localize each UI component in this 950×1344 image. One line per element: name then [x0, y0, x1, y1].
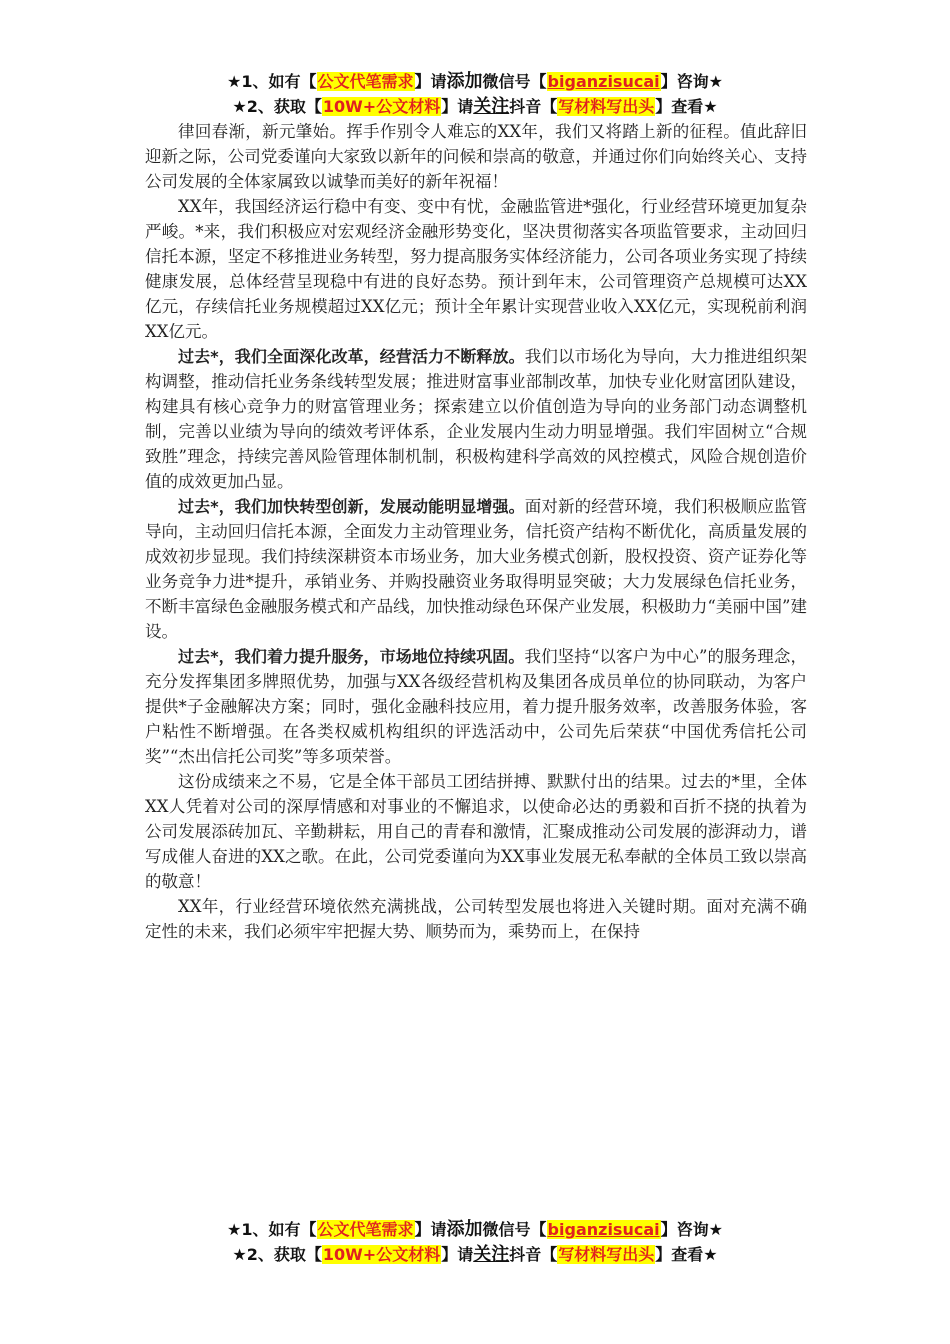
star-icon: ★	[232, 1245, 247, 1264]
promo-text: 微信号【	[482, 72, 547, 91]
footer-promo-banner	[0, 1217, 950, 1267]
promo-text: 】请	[414, 1220, 447, 1239]
header-promo-banner	[0, 69, 950, 119]
article-body	[145, 119, 807, 944]
promo-emphasis: 添加	[446, 71, 483, 92]
paragraph-reform	[145, 344, 807, 494]
paragraph-text: 面对新的经营环境，我们积极顺应监管导向，主动回归信托本源，全面发力主动管理业务，信托资产结构不断优化，高质量发展的成效初步显现。我们持续深耕资本市场业务，加大业务模式创新，股权投资、资产证券化等业务竞争力进*提升，承销业务、并购投融资业务取得明显突破；大力发展绿色信托业务，不断丰富绿色金融服务模式和产品线，加快推动绿色环保产业发展，积极助力“美丽中国”建设。	[145, 497, 808, 641]
promo-text: 2、获取【	[246, 1245, 322, 1264]
promo-douyin-account[interactable]: 写材料写出头	[558, 1245, 655, 1264]
promo-highlight-service: 公文代笔需求	[317, 1220, 414, 1239]
paragraph-innovation	[145, 494, 807, 644]
paragraph-lead: 过去*，我们全面深化改革，经营活力不断释放。	[178, 347, 525, 366]
promo-text: 】请	[441, 1245, 474, 1264]
paragraph-thanks: 这份成绩来之不易，它是全体干部员工团结拼搏、默默付出的结果。过去的*里，全体XX人凭着对公司的深厚情感和对事业的不懈追求，以使命必达的勇毅和百折不挠的执着为公司发展添砖加瓦、辛勤耕耘，用自己的青春和激情，汇聚成推动公司发展的澎湃动力，谱写成催人奋进的XX之歌。在此，公司党委谨向为XX事业发展无私奉献的全体员工致以崇高的敬意！	[145, 772, 807, 891]
promo-text: 】请	[441, 97, 474, 116]
promo-text: 】请	[414, 72, 447, 91]
paragraph-lead: 过去*，我们着力提升服务，市场地位持续巩固。	[178, 647, 525, 666]
promo-text: 微信号【	[482, 1220, 547, 1239]
promo-text: 】查看★	[655, 1245, 718, 1264]
promo-emphasis: 关注	[473, 1244, 510, 1265]
promo-line-2	[0, 1242, 950, 1267]
star-icon: ★	[227, 72, 242, 91]
promo-text: 抖音【	[509, 97, 558, 116]
promo-douyin-account[interactable]: 写材料写出头	[558, 97, 655, 116]
star-icon: ★	[232, 97, 247, 116]
promo-text: 2、获取【	[246, 97, 322, 116]
promo-text: 1、如有【	[241, 72, 317, 91]
paragraph-outlook: XX年，行业经营环境依然充满挑战，公司转型发展也将进入关键时期。面对充满不确定性的未来，我们必须牢牢把握大势、顺势而为，乘势而上，在保持	[145, 897, 807, 941]
promo-text: 抖音【	[509, 1245, 558, 1264]
promo-text: 】查看★	[655, 97, 718, 116]
promo-wechat-id[interactable]: biganzisucai	[547, 72, 660, 91]
paragraph-service	[145, 644, 807, 769]
promo-text: 1、如有【	[241, 1220, 317, 1239]
promo-highlight-materials: 10W+公文材料	[322, 97, 441, 116]
promo-line-2	[0, 94, 950, 119]
promo-emphasis: 添加	[446, 1219, 483, 1240]
promo-highlight-materials: 10W+公文材料	[322, 1245, 441, 1264]
paragraph-lead: 过去*，我们加快转型创新，发展动能明显增强。	[178, 497, 525, 516]
paragraph-text: 我们坚持“以客户为中心”的服务理念，充分发挥集团多牌照优势，加强与XX各级经营机构及集团各成员单位的协同联动，为客户提供*子金融解决方案；同时，强化金融科技应用，着力提升服务效率，改善服务体验，客户粘性不断增强。在各类权威机构组织的评选活动中，公司先后荣获“中国优秀信托公司奖”“杰出信托公司奖”等多项荣誉。	[145, 647, 807, 766]
promo-highlight-service: 公文代笔需求	[317, 72, 414, 91]
promo-text: 】咨询★	[660, 72, 723, 91]
promo-text: 】咨询★	[660, 1220, 723, 1239]
paragraph-review: XX年，我国经济运行稳中有变、变中有忧，金融监管进*强化，行业经营环境更加复杂严峻。*来，我们积极应对宏观经济金融形势变化，坚决贯彻落实各项监管要求，主动回归信托本源，坚定不移推进业务转型，努力提高服务实体经济能力，公司各项业务实现了持续健康发展，总体经营呈现稳中有进的良好态势。预计到年末，公司管理资产总规模可达XX亿元，存续信托业务规模超过XX亿元；预计全年累计实现营业收入XX亿元，实现税前利润XX亿元。	[145, 197, 807, 341]
promo-emphasis: 关注	[473, 96, 510, 117]
paragraph-greeting: 律回春渐，新元肇始。挥手作别令人难忘的XX年，我们又将踏上新的征程。值此辞旧迎新之际，公司党委谨向大家致以新年的问候和崇高的敬意，并通过你们向始终关心、支持公司发展的全体家属致以诚挚而美好的新年祝福！	[145, 122, 807, 191]
star-icon: ★	[227, 1220, 242, 1239]
promo-line-1	[0, 1217, 950, 1242]
promo-line-1	[0, 69, 950, 94]
promo-wechat-id[interactable]: biganzisucai	[547, 1220, 660, 1239]
paragraph-text: 我们以市场化为导向，大力推进组织架构调整，推动信托业务条线转型发展；推进财富事业部制改革，加快专业化财富团队建设，构建具有核心竞争力的财富管理业务；探索建立以价值创造为导向的业务部门动态调整机制，完善以业绩为导向的绩效考评体系，企业发展内生动力明显增强。我们牢固树立“合规致胜”理念，持续完善风险管理体制机制，积极构建科学高效的风控模式，风险合规创造价值的成效更加凸显。	[145, 347, 808, 491]
